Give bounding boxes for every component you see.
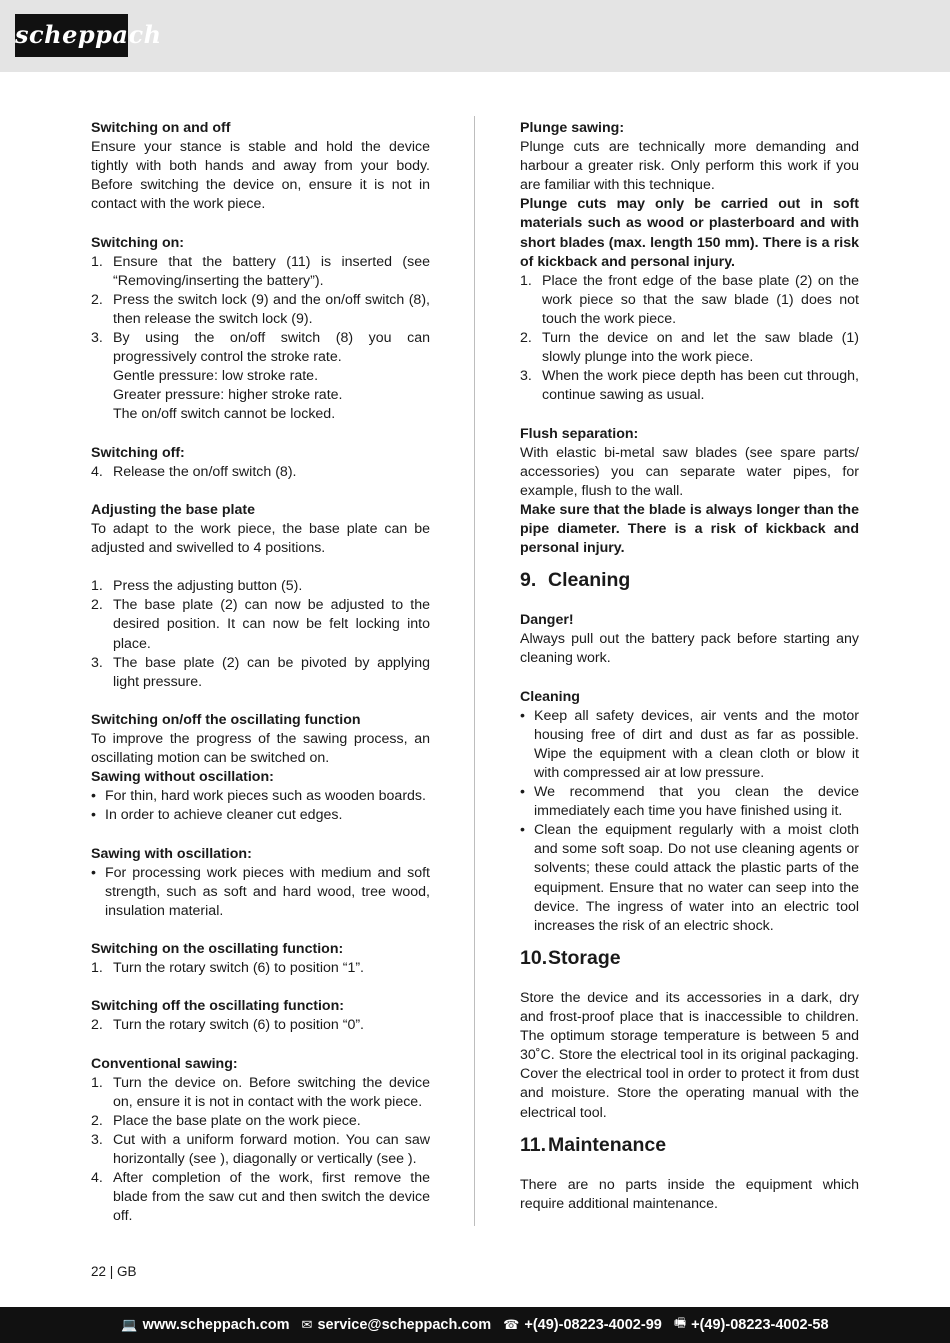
list-without-oscillation	[91, 787, 430, 825]
paragraph-adjusting-base-plate: To adapt to the work piece, the base plate can be adjusted and swivelled to 4 positions.	[91, 520, 430, 557]
warning-plunge-sawing: Plunge cuts may only be carried out in soft materials such as wood or plasterboard and with short blades (max. length 150 mm). There is a risk of kickback and personal injury.	[520, 196, 859, 270]
list-switching-off-oscillating	[91, 1016, 430, 1035]
column-divider	[474, 116, 475, 1226]
list-conventional-sawing	[91, 1074, 430, 1227]
computer-icon: 💻	[121, 1317, 138, 1332]
list-item: 1. Press the adjusting button (5).	[91, 578, 303, 595]
phone-icon: ☎	[503, 1317, 520, 1332]
heading-switching-on-oscillating: Switching on the oscillating function:	[91, 941, 344, 958]
list-item: • In order to achieve cleaner cut edges.	[91, 807, 343, 824]
page-footer	[0, 1307, 950, 1343]
heading-switching-off: Switching off:	[91, 444, 185, 461]
list-item: 2. Place the base plate on the work piece.	[91, 1112, 361, 1129]
heading-sawing-with-oscillation: Sawing with oscillation:	[91, 845, 252, 862]
heading-switching-off-oscillating: Switching off the oscillating function:	[91, 998, 344, 1015]
page-header	[0, 0, 950, 72]
paragraph-plunge-sawing: Plunge cuts are technically more demanding and harbour a greater risk. Only perform this work if you are familiar with this technique.	[520, 139, 859, 194]
list-adjusting-base-plate	[91, 577, 430, 692]
heading-switching-on: Switching on:	[91, 234, 184, 251]
list-item: 1. Turn the device on. Before switching the device on, ensure it is not in contact with the work piece.	[91, 1074, 430, 1110]
left-column	[91, 119, 430, 1226]
heading-oscillating-function: Switching on/off the oscillating function	[91, 711, 361, 728]
right-column	[520, 119, 859, 1214]
heading-danger: Danger!	[520, 612, 574, 629]
footer-email[interactable]: ✉ service@scheppach.com	[301, 1317, 492, 1333]
footer-website[interactable]: 💻 www.scheppach.com	[121, 1317, 290, 1333]
list-with-oscillation	[91, 864, 430, 921]
heading-sawing-without-oscillation: Sawing without oscillation:	[91, 769, 274, 786]
heading-adjusting-base-plate: Adjusting the base plate	[91, 501, 255, 518]
paragraph-flush-separation: With elastic bi-metal saw blades (see spare parts/ accessories) you can separate water pipes, for example, flush to the wall.	[520, 444, 859, 499]
list-item: 3. When the work piece depth has been cut through, continue sawing as usual.	[520, 368, 859, 404]
heading-switching-on-off: Switching on and off	[91, 120, 231, 136]
heading-cleaning: Cleaning	[520, 688, 580, 705]
section-title-cleaning: 9. Cleaning	[520, 569, 631, 592]
list-item: 1. Place the front edge of the base plate (2) on the work piece so that the saw blade (1) does not touch the work piece.	[520, 272, 859, 327]
list-plunge-sawing	[520, 272, 859, 406]
paragraph-switching-on-off: Ensure your stance is stable and hold the device tightly with both hands and away from your body. Before switching the device on, ensure it is not in contact with the work piece.	[91, 139, 430, 213]
mail-icon: ✉	[301, 1317, 313, 1332]
paragraph-maintenance: There are no parts inside the equipment which require additional maintenance.	[520, 1176, 859, 1212]
list-item: • For processing work pieces with medium and soft strength, such as soft and hard wood, tree wood, insulation material.	[91, 864, 430, 919]
list-item: 3. By using the on/off switch (8) you can progressively control the stroke rate.	[91, 330, 430, 366]
list-item: 4. After completion of the work, first remove the blade from the saw cut and then switch the device off.	[91, 1170, 430, 1225]
paragraph-danger: Always pull out the battery pack before starting any cleaning work.	[520, 631, 859, 667]
heading-conventional-sawing: Conventional sawing:	[91, 1055, 238, 1072]
list-item: 2. Turn the rotary switch (6) to position “0”.	[91, 1017, 364, 1034]
warning-flush-separation: Make sure that the blade is always longer than the pipe diameter. There is a risk of kickback and personal injury.	[520, 501, 859, 557]
list-item: 3. The base plate (2) can be pivoted by applying light pressure.	[91, 654, 430, 690]
paragraph-oscillating-function: To improve the progress of the sawing process, an oscillating motion can be switched on.	[91, 731, 430, 767]
list-item: • Keep all safety devices, air vents and the motor housing free of dirt and dust as far as possible. Wipe the equipment with a clean cloth or blow it with compressed air at low pressure.	[520, 707, 859, 781]
list-item: 1. Ensure that the battery (11) is inserted (see “Removing/inserting the battery”).	[91, 253, 430, 289]
list-cleaning	[520, 707, 859, 936]
scheppach-logo: scheppach	[15, 14, 128, 57]
list-item: • Clean the equipment regularly with a moist cloth and some soft soap. Do not use cleaning agents or solvents; these could attack the plastic parts of the equipment. Ensure that no water can seep into the device. The ingress of water into an electric tool increases the risk of an electric shock.	[520, 822, 859, 934]
footer-fax: 🖷 +(49)-08223-4002-58	[674, 1314, 829, 1336]
page-number: 22 | GB	[91, 1264, 137, 1279]
paragraph-storage: Store the device and its accessories in a dark, dry and frost-proof place that is inaccessible to children. The optimum storage temperature is between 5 and 30˚C. Store the electrical tool in its original packaging. Cover the electrical tool in order to protect it from dust and moisture. Store the operating manual with the electrical tool.	[520, 989, 859, 1121]
list-item: • For thin, hard work pieces such as wooden boards.	[91, 788, 426, 805]
section-title-maintenance: 11. Maintenance	[520, 1133, 667, 1156]
stroke-rate-notes: Gentle pressure: low stroke rate. Greater pressure: higher stroke rate. The on/off switch cannot be locked.	[113, 368, 343, 423]
footer-phone: ☎ +(49)-08223-4002-99	[503, 1317, 662, 1333]
section-title-storage: 10. Storage	[520, 946, 621, 969]
list-item: 2. Press the switch lock (9) and the on/off switch (8), then release the switch lock (9).	[91, 291, 430, 327]
list-item: 2. The base plate (2) can now be adjusted to the desired position. It can now be felt locking into place.	[91, 597, 430, 652]
list-item: 4. Release the on/off switch (8).	[91, 463, 297, 480]
list-item: 2. Turn the device on and let the saw blade (1) slowly plunge into the work piece.	[520, 330, 859, 366]
list-switching-on	[91, 253, 430, 368]
list-item: • We recommend that you clean the device immediately each time you have finished using it.	[520, 784, 859, 820]
heading-flush-separation: Flush separation:	[520, 425, 639, 442]
fax-icon: 🖷	[673, 1315, 687, 1330]
heading-plunge-sawing: Plunge sawing:	[520, 120, 625, 136]
list-switching-off	[91, 463, 430, 482]
list-item: 3. Cut with a uniform forward motion. You can saw horizontally (see ), diagonally or vertically (see ).	[91, 1131, 430, 1168]
list-switching-on-oscillating	[91, 959, 430, 978]
list-item: 1. Turn the rotary switch (6) to position “1”.	[91, 960, 364, 977]
